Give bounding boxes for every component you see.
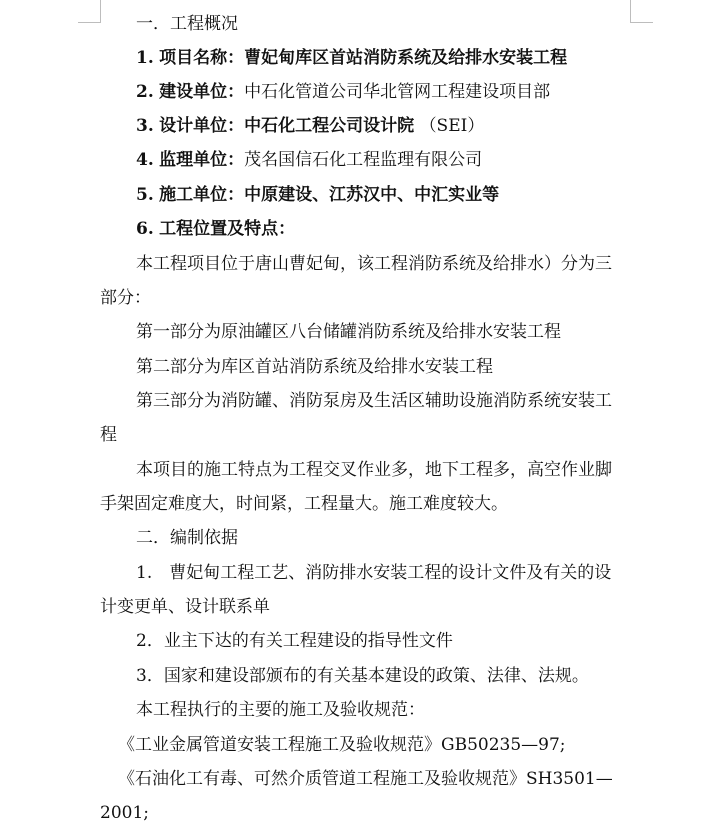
item-location-features bbox=[136, 219, 295, 239]
section2-heading: 二．编制依据 bbox=[136, 528, 238, 548]
item-value: 茂名国信石化工程监理有限公司 bbox=[244, 150, 483, 170]
item-label: 设计单位： bbox=[159, 116, 245, 136]
intro-line-2: 部分： bbox=[100, 288, 151, 308]
item-num: 3. bbox=[136, 116, 154, 136]
item-num: 4. bbox=[136, 150, 154, 170]
item-design-unit bbox=[136, 116, 484, 136]
part-3-line-1: 第三部分为消防罐、消防泵房及生活区辅助设施消防系统安装工 bbox=[136, 391, 612, 411]
basis-3: 3．国家和建设部颁布的有关基本建设的政策、法律、法规。 bbox=[136, 666, 589, 686]
basis-2: 2．业主下达的有关工程建设的指导性文件 bbox=[136, 631, 453, 651]
code-2-line-2: 2001; bbox=[100, 803, 149, 823]
code-2-line-1: 《石油化工有毒、可然介质管道工程施工及验收规范》SH3501— bbox=[118, 769, 613, 789]
features-line-2: 手架固定难度大，时间紧，工程量大。施工难度较大。 bbox=[100, 494, 508, 514]
intro-line-1: 本工程项目位于唐山曹妃甸，该工程消防系统及给排水）分为三 bbox=[136, 254, 612, 274]
item-value: 曹妃甸库区首站消防系统及给排水安装工程 bbox=[244, 48, 568, 68]
item-label: 项目名称： bbox=[159, 48, 245, 68]
code-1: 《工业金属管道安装工程施工及验收规范》GB50235—97; bbox=[118, 735, 566, 755]
item-num: 1. bbox=[136, 48, 154, 68]
item-num: 2. bbox=[136, 82, 154, 102]
part-1: 第一部分为原油罐区八台储罐消防系统及给排水安装工程 bbox=[136, 322, 561, 342]
item-construction-unit bbox=[136, 82, 550, 102]
item-contractor bbox=[136, 185, 499, 205]
part-3-line-2: 程 bbox=[100, 425, 117, 445]
item-project-name bbox=[136, 48, 567, 68]
item-value-extra: （SEI） bbox=[419, 116, 485, 136]
item-value: 中石化工程公司设计院 bbox=[244, 116, 415, 136]
features-line-1: 本项目的施工特点为工程交叉作业多，地下工程多，高空作业脚 bbox=[136, 460, 612, 480]
part-2: 第二部分为库区首站消防系统及给排水安装工程 bbox=[136, 357, 493, 377]
item-supervision-unit bbox=[136, 150, 482, 170]
item-label: 工程位置及特点： bbox=[159, 219, 296, 239]
section1-heading: 一．工程概况 bbox=[136, 14, 238, 34]
item-num: 5. bbox=[136, 185, 154, 205]
item-label: 施工单位： bbox=[159, 185, 245, 205]
item-num: 6. bbox=[136, 219, 154, 239]
item-value: 中原建设、江苏汉中、中汇实业等 bbox=[244, 185, 500, 205]
codes-intro: 本工程执行的主要的施工及验收规范： bbox=[136, 700, 425, 720]
item-label: 监理单位： bbox=[159, 150, 245, 170]
item-label: 建设单位： bbox=[159, 82, 245, 102]
basis-1-line-2: 计变更单、设计联系单 bbox=[100, 597, 270, 617]
basis-1-line-1: 1. 曹妃甸工程工艺、消防排水安装工程的设计文件及有关的设 bbox=[136, 563, 612, 583]
item-value: 中石化管道公司华北管网工程建设项目部 bbox=[244, 82, 551, 102]
